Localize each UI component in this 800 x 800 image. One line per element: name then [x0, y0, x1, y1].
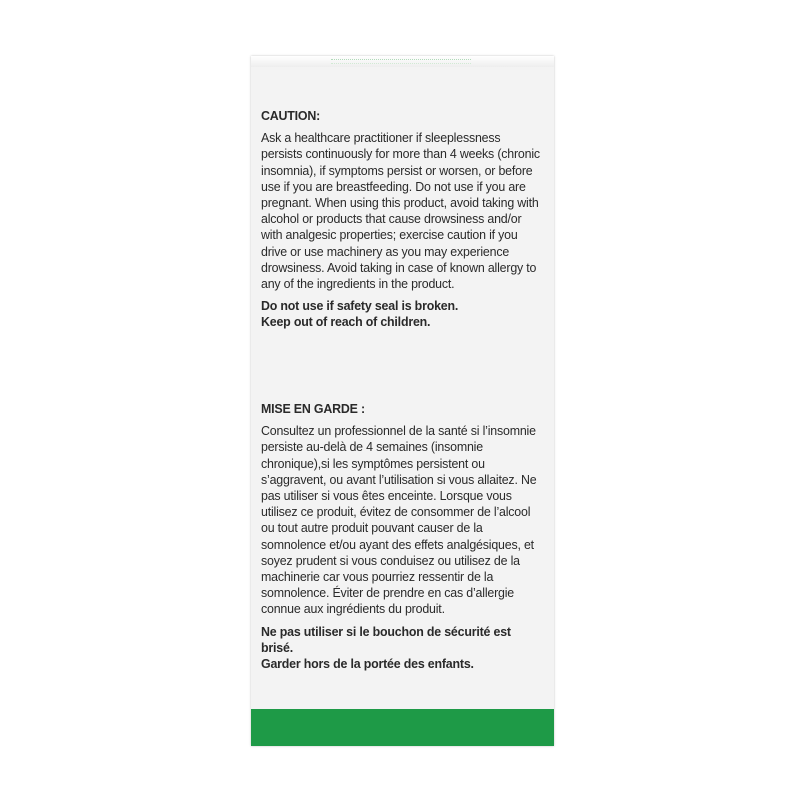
seal-warning-fr: Ne pas utiliser si le bouchon de sécurité est brisé. — [261, 623, 511, 655]
caution-heading: CAUTION: — [261, 108, 321, 123]
mise-en-garde-heading: MISE EN GARDE : — [261, 401, 365, 416]
caution-text: Ask a healthcare practitioner if sleeplessness persists continuously for more than 4 weeks (chronic insomnia), if symptoms persist or worsen, or before use if you are breastfeeding. Do not use if you are pregnant. When using this product, avoid taking with alcohol or products that cause drowsiness and/or with analgesic properties; exercise caution if you drive or use machinery as you may experience drowsiness. Avoid taking in case of known allergy to any of the ingredients in the product. — [261, 130, 540, 292]
english-section — [261, 108, 543, 331]
product-box-panel — [251, 56, 554, 746]
box-top-edge — [251, 56, 554, 67]
children-warning: Keep out of reach of children. — [261, 314, 431, 330]
mise-en-garde-text: Consultez un professionnel de la santé si l’insomnie persiste au-delà de 4 semaines (insomnie chronique),si les symptômes persistent ou s’aggravent, ou avant l’utilisation si vous allaitez. Ne pas utiliser si vous êtes enceinte. Lorsque vous utilisez ce produit, évitez de consommer de l’alcool ou tout autre produit pouvant causer de la somnolence et/ou ayant des effets analgésiques, et soyez prudent si vous conduisez ou utilisez de la machinerie car vous pourriez ressentir de la somnolence. Éviter de prendre en cas d’allergie connue aux ingrédients du produit. — [261, 423, 537, 617]
french-section — [261, 401, 543, 672]
seal-warning: Do not use if safety seal is broken. — [261, 298, 459, 314]
children-warning-fr: Garder hors de la portée des enfants. — [261, 656, 474, 672]
green-color-band — [251, 709, 554, 746]
top-print-residue — [331, 59, 471, 64]
